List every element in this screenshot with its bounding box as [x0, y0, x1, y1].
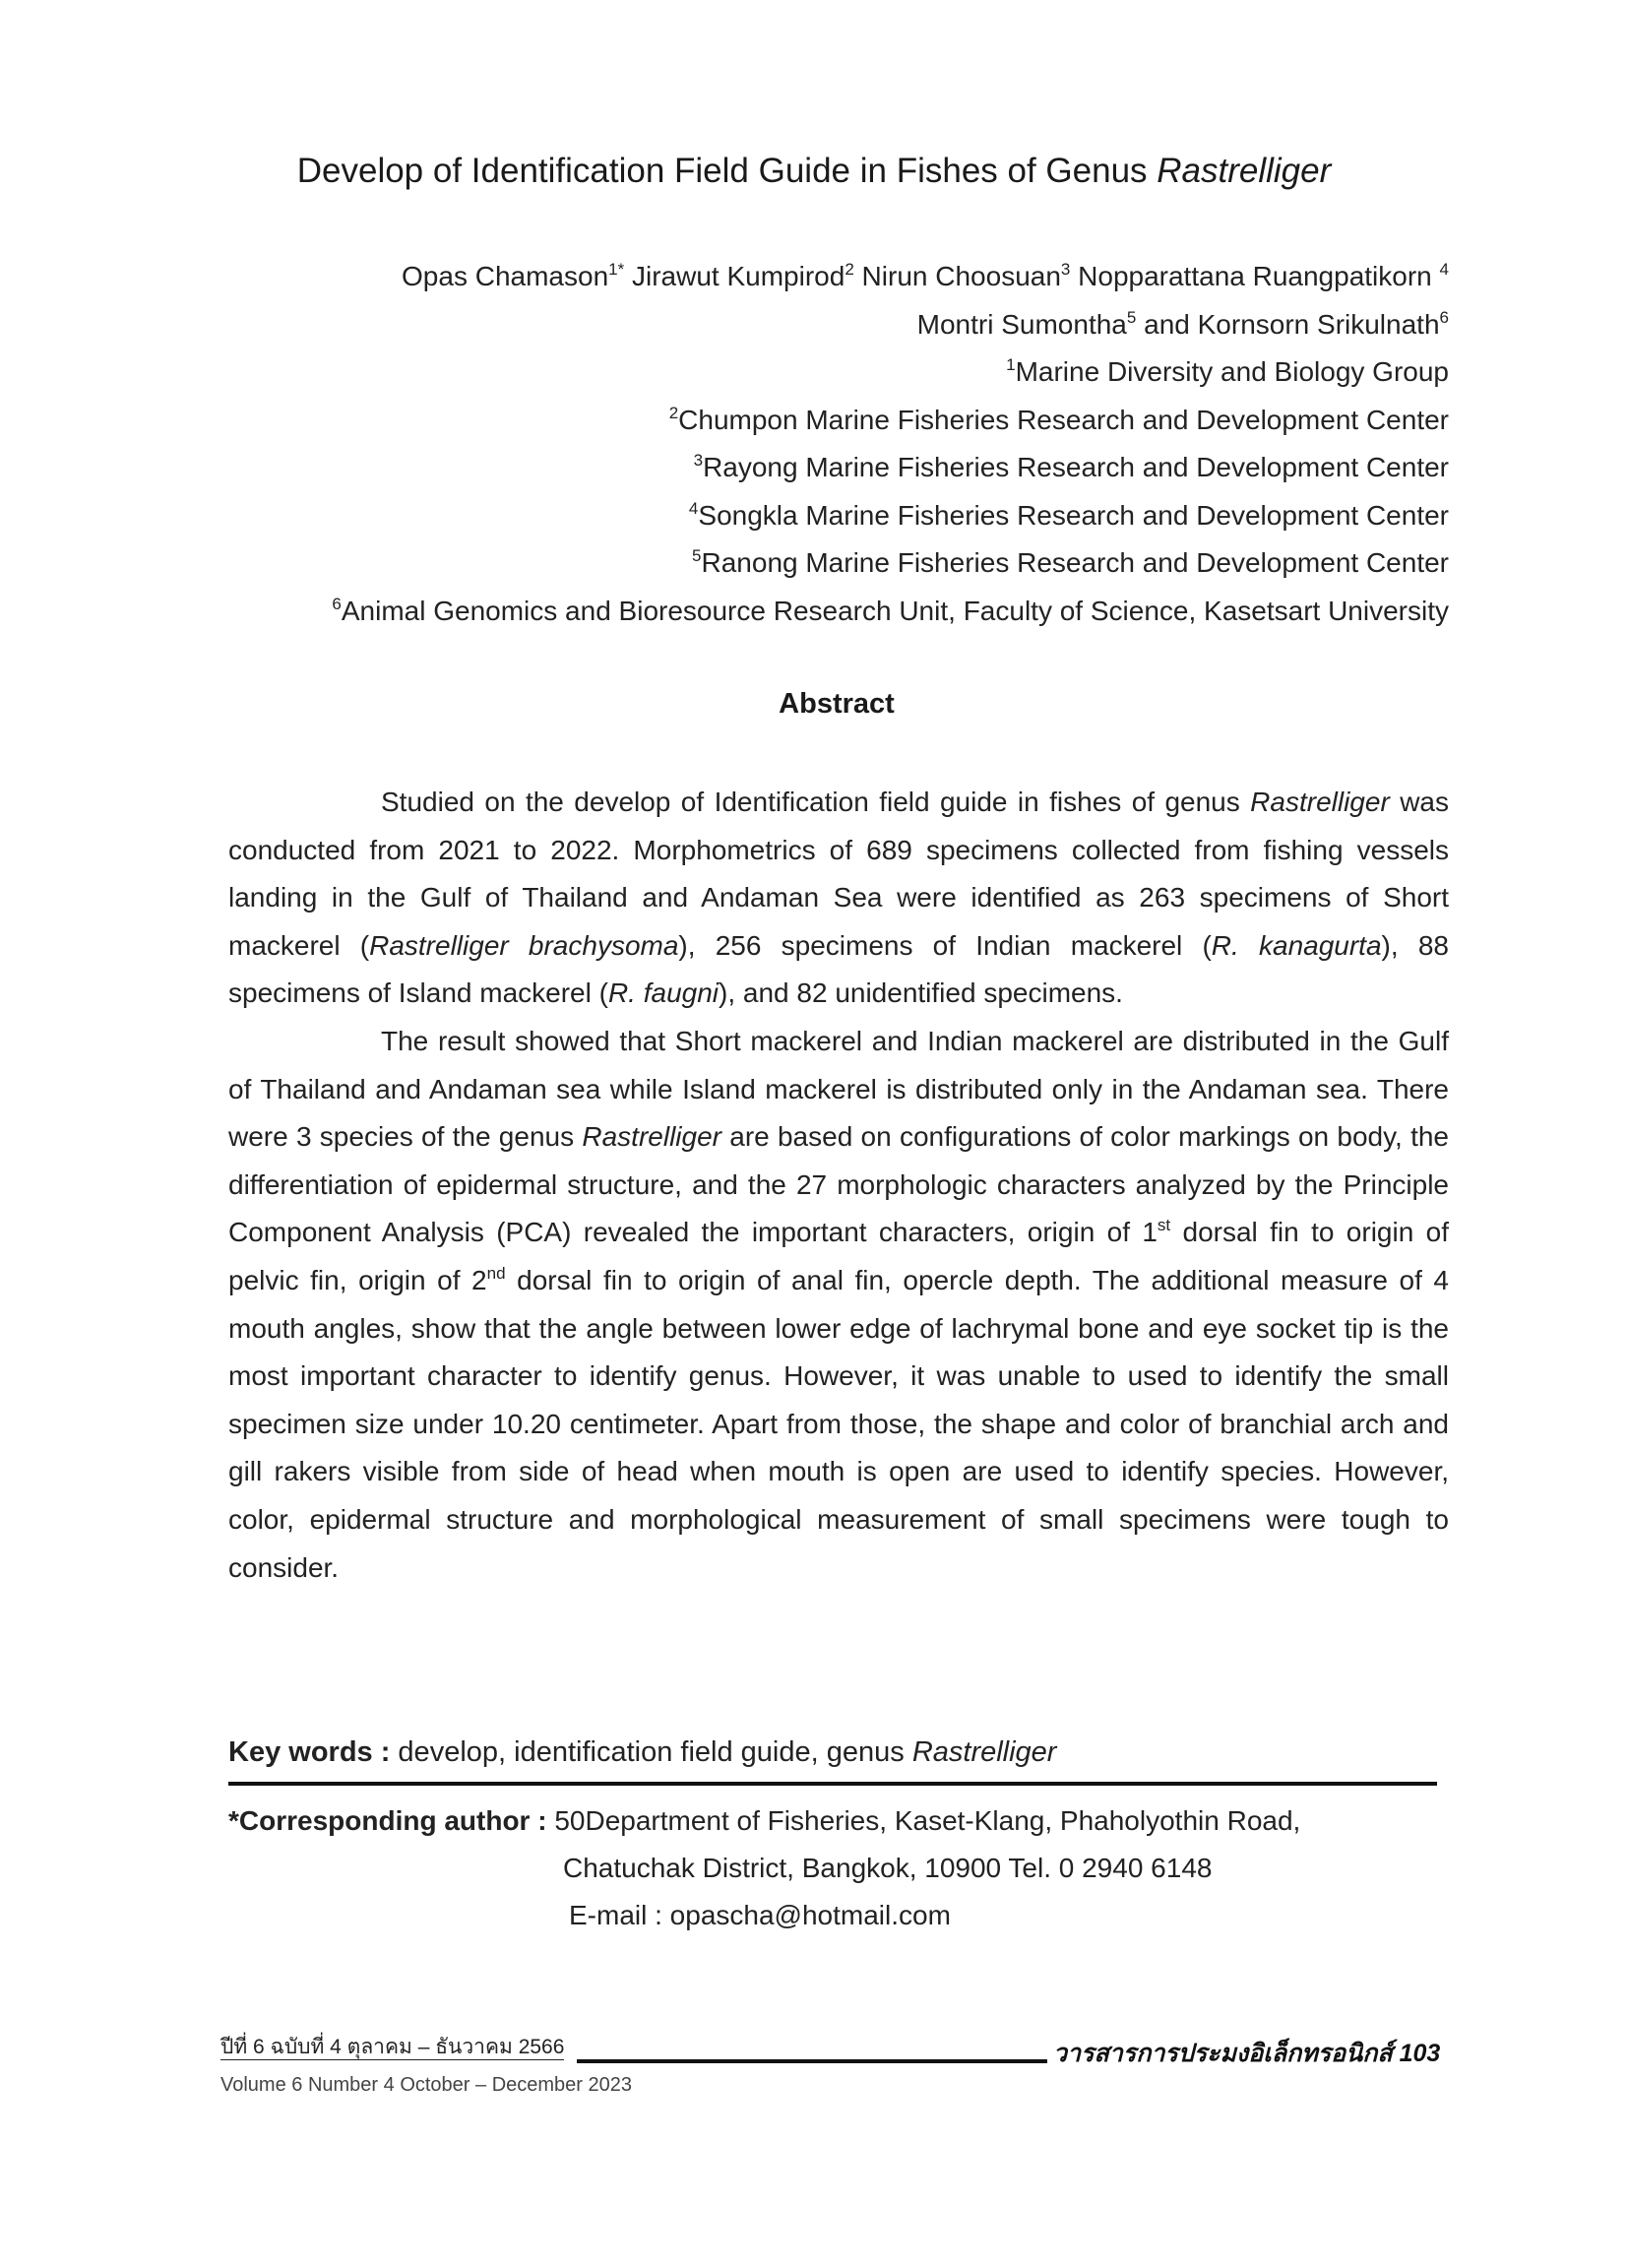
authors-block: [169, 253, 1449, 635]
affiliation-sup: 6: [332, 594, 342, 613]
affiliation-sup: 3: [693, 451, 704, 470]
author-name: Jirawut Kumpirod: [624, 261, 845, 291]
keywords-divider: [228, 1782, 1437, 1786]
italic-run: Rastrelliger: [582, 1121, 721, 1153]
affiliation: [169, 492, 1449, 540]
author-sup: 2: [845, 260, 854, 279]
author-name: Montri Sumontha: [916, 308, 1127, 340]
author-name: and Kornsorn Srikulnath: [1136, 308, 1440, 340]
affiliation-sup: 1: [1006, 355, 1016, 374]
text-run: ), 256 specimens of Indian mackerel (: [678, 929, 1212, 961]
author-sup: 6: [1439, 307, 1449, 327]
author-sup: 4: [1439, 260, 1449, 279]
author-line-2: [169, 301, 1449, 349]
author-name: Nopparattana Ruangpatikorn: [1070, 261, 1440, 291]
title-text: Develop of Identification Field Guide in Fishes of Genus: [296, 152, 1158, 190]
affiliation-text: Songkla Marine Fisheries Research and Development Center: [698, 499, 1449, 531]
abstract-paragraph-1: [228, 779, 1449, 1018]
affiliation-sup: 5: [692, 546, 702, 565]
text-run: ), 88 specimens of Island mackerel (: [228, 929, 1449, 1009]
corresponding-row-2: Chatuchak District, Bangkok, 10900 Tel. 0 2940 6148: [563, 1853, 1213, 1883]
author-sup: 3: [1060, 260, 1071, 279]
affiliation-sup: 4: [688, 498, 699, 518]
text-run: dorsal fin to origin of pelvic fin, origin of 2: [228, 1217, 1449, 1295]
italic-run: R. faugni: [607, 977, 720, 1009]
affiliation: [169, 444, 1449, 492]
author-sup: 5: [1126, 307, 1137, 327]
footer-english-issue: Volume 6 Number 4 October – December 2023: [220, 2074, 632, 2096]
corresponding-author-block: [228, 1797, 1300, 1939]
ordinal-sup: st: [1157, 1216, 1171, 1235]
keywords-genus: Rastrelliger: [911, 1736, 1057, 1768]
affiliation-text: Animal Genomics and Bioresource Research Unit, Faculty of Science, Kasetsart University: [341, 595, 1449, 626]
text-run: dorsal fin to origin of anal fin, opercle depth. The additional measure of 4 mouth angles, show that the angle between lower edge of lachrymal bone and eye socket tip is the most important character to identify genus. However, it was unable to used to identify the small specimen size under 10.20 centimeter. Apart from those, the shape and color of branchial arch and gill rakers visible from side of head when mouth is open are used to identify species. However, color, epidermal structure and morphological measurement of small specimens were tough to consider.: [228, 1264, 1449, 1583]
affiliation: [169, 539, 1449, 588]
author-name: Nirun Choosuan: [853, 261, 1061, 291]
text-run: are based on configurations of color markings on body, the differentiation of epidermal structure, and the 27 morphologic characters analyzed by the Principle Component Analysis (PCA) revealed the important characters, origin of 1: [228, 1121, 1449, 1248]
text-run: was conducted from 2021 to 2022. Morphometrics of 689 specimens collected from fishing vessels landing in the Gulf of Thailand and Andaman Sea were identified as 263 specimens of Short mackerel (: [228, 787, 1449, 961]
keywords-text: develop, identification field guide, genus: [390, 1736, 912, 1768]
ordinal-sup: nd: [486, 1263, 506, 1283]
italic-run: Rastrelliger: [1250, 787, 1390, 817]
author-name: Opas Chamason: [402, 261, 609, 291]
italic-run: R. kanagurta: [1211, 929, 1382, 961]
footer-divider: [577, 2059, 1047, 2063]
footer-journal-page: วารสารการประมงอิเล็กทรอนิกส์ 103: [1053, 2040, 1441, 2067]
abstract-paragraph-2: [228, 1018, 1449, 1592]
text-run: Studied on the develop of Identification field guide in fishes of genus: [381, 787, 1251, 817]
affiliation: [169, 348, 1449, 397]
title-genus: Rastrelliger: [1157, 152, 1332, 190]
corresponding-row-1: [228, 1797, 1300, 1845]
affiliation-text: Rayong Marine Fisheries Research and Development Center: [703, 452, 1449, 482]
affiliation-sup: 2: [668, 403, 679, 422]
affiliation: [169, 588, 1449, 636]
abstract-heading: Abstract: [779, 688, 895, 720]
affiliation-text: Chumpon Marine Fisheries Research and Development Center: [678, 404, 1449, 435]
text-run: ), and 82 unidentified specimens.: [719, 977, 1123, 1009]
paper-title: [128, 150, 1500, 193]
author-line-1: [169, 253, 1449, 301]
corresponding-address: 50Department of Fisheries, Kaset-Klang, Phaholyothin Road,: [546, 1805, 1301, 1836]
keywords-label: Key words :: [228, 1736, 391, 1768]
author-sup: 1*: [608, 260, 625, 279]
corresponding-label: *Corresponding author :: [228, 1805, 547, 1836]
text-run: The result showed that Short mackerel and Indian mackerel are distributed in the Gulf of Thailand and Andaman sea while Island mackerel is distributed only in the Andaman sea. There were 3 species of the genus: [228, 1026, 1449, 1153]
corresponding-email: E-mail : opascha@hotmail.com: [569, 1900, 951, 1930]
footer-thai-issue: ปีที่ 6 ฉบับที่ 4 ตุลาคม – ธันวาคม 2566: [220, 2036, 565, 2058]
keywords-line: [228, 1734, 1056, 1770]
affiliation: [169, 397, 1449, 445]
affiliation-text: Marine Diversity and Biology Group: [1015, 356, 1449, 387]
affiliation-text: Ranong Marine Fisheries Research and Development Center: [701, 547, 1449, 578]
italic-run: Rastrelliger brachysoma: [369, 929, 679, 961]
